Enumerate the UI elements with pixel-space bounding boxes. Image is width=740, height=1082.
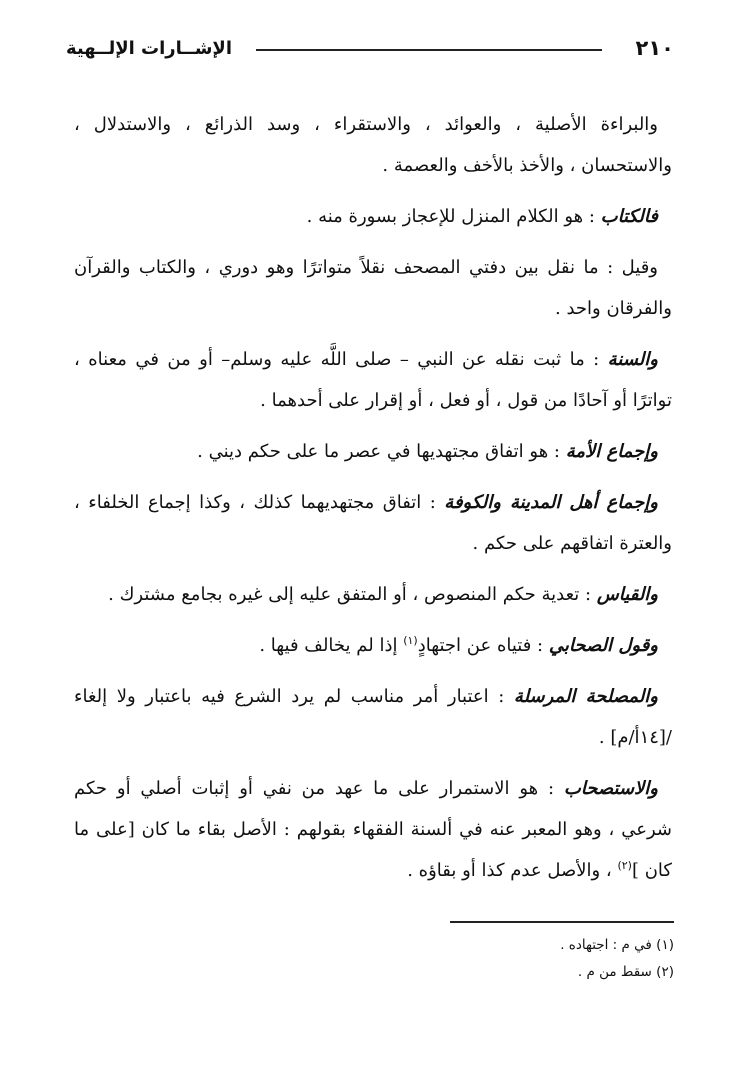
header-rule <box>256 49 602 51</box>
term-heading: وقول الصحابي <box>548 635 658 656</box>
paragraph-ijma-ummah <box>74 431 672 472</box>
footnote-reference[interactable]: (٢) <box>617 859 632 872</box>
paragraph-text: ، والأصل عدم كذا أو بقاؤه . <box>407 860 618 881</box>
paragraph-text: إذا لم يخالف فيها . <box>259 635 404 656</box>
term-heading: وإجماع أهل المدينة والكوفة <box>444 492 658 513</box>
term-heading: فالكتاب <box>600 206 658 227</box>
paragraph-maslahah-mursalah <box>74 676 672 758</box>
paragraph-sunnah <box>74 339 672 421</box>
paragraph-qiyas <box>74 574 672 615</box>
footnote-reference[interactable]: (١) <box>403 634 418 647</box>
footnote-number: (٢) <box>656 964 674 980</box>
paragraph-kitab <box>74 196 672 237</box>
paragraph-text: : اعتبار أمر مناسب لم يرد الشرع فيه باعتبار ولا إلغاء /[١٤أ/م] . <box>74 686 672 748</box>
running-title: الإشــارات الإلــهية <box>66 37 233 59</box>
paragraph-text: : اتفاق مجتهديهما كذلك ، وكذا إجماع الخلفاء ، والعترة اتفاقهم على حكم . <box>74 492 672 554</box>
footnote-item <box>74 959 674 986</box>
term-heading: والسنة <box>607 349 658 370</box>
page-number: ٢١٠ <box>635 36 674 60</box>
paragraph-qawl-sahabi <box>74 625 672 666</box>
footnotes <box>74 932 674 986</box>
paragraph-text: : ما ثبت نقله عن النبي – صلى اللَّه عليه وسلم– أو من في معناه ، تواترًا أو آحادًا من قول ، أو فعل ، أو إقرار على أحدهما . <box>74 349 672 411</box>
footnote-separator <box>450 921 674 923</box>
paragraph-sources <box>74 104 672 186</box>
paragraph-kitab-alt-definition <box>74 247 672 329</box>
footnote-number: (١) <box>656 937 674 953</box>
main-text <box>74 104 672 901</box>
paragraph-text: والبراءة الأصلية ، والعوائد ، والاستقراء ، وسد الذرائع ، والاستدلال ، والاستحسان ، والأخذ بالأخف والعصمة . <box>74 114 672 176</box>
paragraph-text: : فتياه عن اجتهادٍ <box>417 635 549 656</box>
term-heading: والقياس <box>596 584 658 605</box>
paragraph-text: : تعدية حكم المنصوص ، أو المتفق عليه إلى غيره بجامع مشترك . <box>108 584 597 605</box>
paragraph-text: : هو اتفاق مجتهديها في عصر ما على حكم ديني . <box>197 441 566 462</box>
page-header <box>66 30 674 66</box>
footnote-text: سقط من م . <box>577 964 652 980</box>
paragraph-text: : هو الكلام المنزل للإعجاز بسورة منه . <box>306 206 601 227</box>
paragraph-istishab <box>74 768 672 891</box>
footnote-item <box>74 932 674 959</box>
footnote-text: في م : اجتهاده . <box>560 937 652 953</box>
term-heading: والاستصحاب <box>563 778 658 799</box>
paragraph-ijma-madinah-kufah <box>74 482 672 564</box>
term-heading: والمصلحة المرسلة <box>513 686 658 707</box>
term-heading: وإجماع الأمة <box>565 441 658 462</box>
paragraph-text: وقيل : ما نقل بين دفتي المصحف نقلاً متواترًا وهو دوري ، والكتاب والقرآن والفرقان واحد . <box>74 257 672 319</box>
paragraph-text: : هو الاستمرار على ما عهد من نفي أو إثبات أصلي أو حكم شرعي ، وهو المعبر عنه في ألسنة الفقهاء بقولهم : الأصل بقاء ما كان [على ما كان ] <box>74 778 672 881</box>
